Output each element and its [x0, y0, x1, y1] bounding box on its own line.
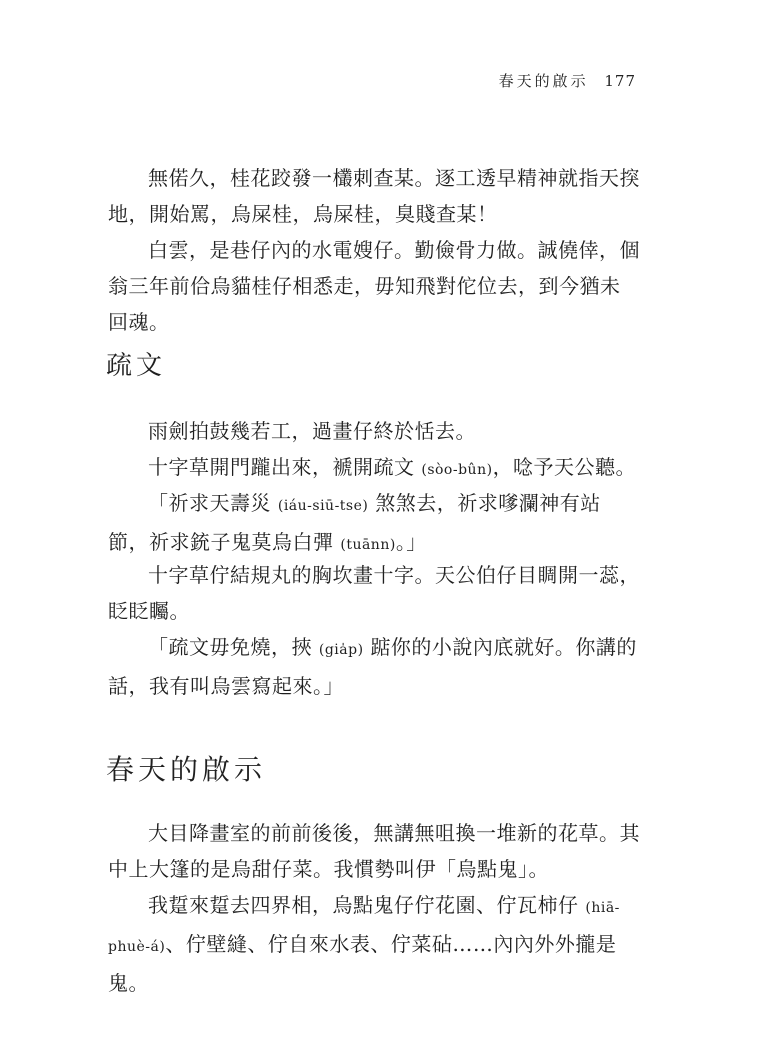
paragraph	[108, 887, 640, 1001]
paragraph: 大目降畫室的前前後後，無講無咀換一堆新的花草。其中上大篷的是烏甜仔菜。我慣勢叫伊「烏點鬼」。	[108, 821, 640, 881]
section-heading-shuwen: 疏文	[106, 351, 167, 381]
paragraph	[108, 629, 640, 704]
romanization: (hiā-phuè-á)	[108, 900, 620, 955]
text-run: 我踅來踅去四界相，烏點鬼仔佇花園、佇瓦柿仔	[148, 893, 579, 917]
paragraph: 白雲，是巷仔內的水電嫂仔。勤儉骨力做。誠僥倖，個翁三年前佮烏貓桂仔相悉走，毋知飛對佗位去，到今猶未回魂。	[108, 238, 640, 334]
paragraph	[108, 449, 640, 488]
paragraph	[108, 485, 640, 563]
paragraph: 雨劍拍鼓幾若工，過畫仔終於恬去。	[148, 419, 476, 443]
romanization: (tuānn)	[340, 537, 396, 553]
page-number: 177	[604, 72, 636, 90]
romanization: (iáu-siū-tse)	[277, 498, 369, 514]
text-run: 。」	[395, 530, 427, 554]
romanization: (gia̍p)	[318, 642, 364, 658]
paragraph: 無偌久，桂花跤發一欉刺查某。逐工透早精神就指天揬地，開始罵，烏屎桂，烏屎桂，臭賤查某！	[108, 166, 640, 226]
text-run: 踮你的小說內底就好。你講的話，我有叫烏雲寫起來。」	[108, 635, 637, 698]
running-header	[499, 70, 636, 91]
text-run: 煞煞去，祈求嗲瀾神有站節，祈求銃子鬼莫烏白彈	[108, 491, 601, 554]
text-run: 「疏文毋免燒，挾	[148, 635, 312, 659]
text-run: 、佇壁縫、佇自來水表、佇菜砧……內內外外攏是鬼。	[108, 932, 617, 995]
text-run: ，唸予天公聽。	[492, 455, 637, 479]
running-header-title: 春天的啟示	[498, 72, 589, 90]
text-run: 「祈求天壽災	[148, 491, 271, 515]
paragraph: 十字草佇結規丸的胸坎畫十字。天公伯仔目睭開一蕊，眨眨矚。	[108, 563, 640, 623]
text-run: 十字草開門躘出來，褫開疏文	[148, 455, 415, 479]
romanization: (sòo-bûn)	[421, 462, 493, 478]
section-heading-spring: 春天的啟示	[106, 753, 267, 786]
